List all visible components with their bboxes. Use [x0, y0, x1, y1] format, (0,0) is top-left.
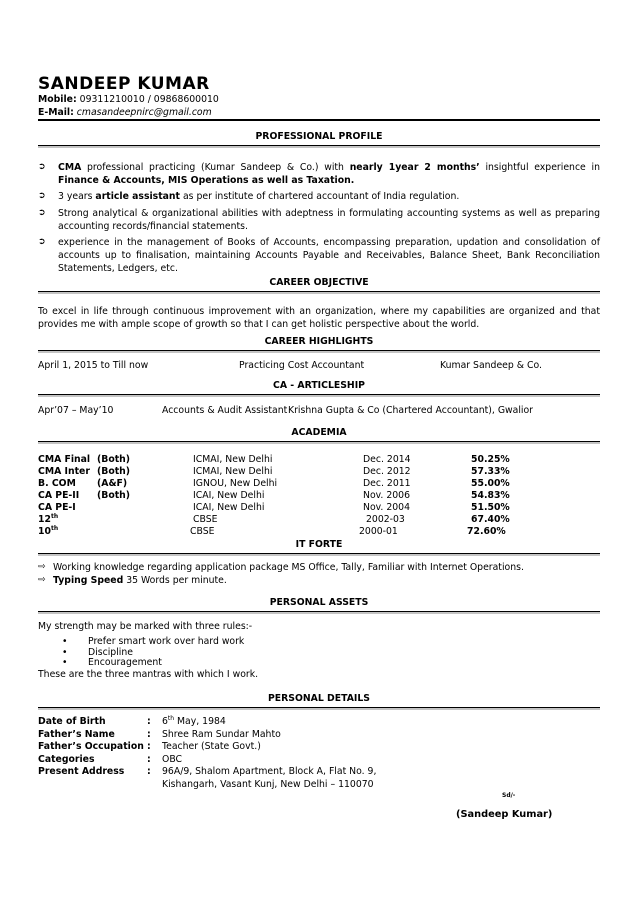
arrow-bullet-icon: ➲ — [38, 237, 46, 247]
personal-label: Father’s Name — [38, 728, 115, 740]
sd-mark: Sd/- — [502, 792, 516, 799]
bold-text: nearly 1year 2 months’ — [349, 162, 480, 173]
mobile-value: 09311210010 / 09868600010 — [79, 94, 219, 105]
personal-row — [0, 715, 638, 728]
asset-item-text: Encouragement — [88, 657, 162, 668]
academia-row — [0, 525, 638, 538]
academia-course: 10 — [38, 526, 51, 537]
personal-colon: : — [147, 741, 151, 752]
hollow-arrow-icon: ⇨ — [38, 575, 46, 585]
highlight-period: April 1, 2015 to Till now — [38, 360, 149, 371]
academia-date: Dec. 2012 — [363, 466, 411, 477]
academia-date: Dec. 2011 — [363, 478, 411, 489]
mobile-label: Mobile: — [38, 94, 77, 105]
hollow-arrow-icon: ⇨ — [38, 562, 46, 572]
academia-date: 2000-01 — [359, 526, 398, 537]
profile-item — [38, 207, 600, 233]
personal-row — [0, 740, 638, 753]
personal-value-line2: Kishangarh, Vasant Kunj, New Delhi – 110070 — [162, 779, 374, 790]
email-value: cmasandeepnirc@gmail.com — [76, 107, 212, 118]
academia-score: 67.40% — [471, 514, 510, 525]
personal-value-text: May, 1984 — [174, 716, 226, 727]
academia-board: CBSE — [190, 526, 215, 537]
ordinal-suffix: th — [50, 524, 59, 532]
personal-value — [162, 740, 261, 753]
academia-course: CMA Inter — [38, 466, 90, 477]
section-rule — [38, 611, 600, 612]
text-run: professional practicing (Kumar Sandeep & Co.) with — [81, 162, 350, 173]
arrow-bullet-icon: ➲ — [38, 208, 46, 218]
academia-date: Dec. 2014 — [363, 454, 411, 465]
academia-course: 12 — [38, 514, 51, 525]
academia-course: B. COM — [38, 478, 76, 489]
academia-board: CBSE — [193, 514, 218, 525]
academia-group: (Both) — [97, 466, 131, 477]
objective-text: To excel in life through continuous improvement with an organization, where my capabilities are organized and that provides me with ample scope of growth so that I can get holistic perspective about the world. — [38, 306, 600, 330]
academia-score: 72.60% — [467, 526, 506, 537]
section-title-personal: PERSONAL DETAILS — [267, 693, 371, 704]
bold-text: Typing Speed — [53, 575, 124, 586]
personal-colon: : — [147, 728, 151, 740]
academia-course: CMA Final — [38, 454, 91, 465]
academia-board: ICAI, New Delhi — [193, 502, 265, 513]
candidate-name: SANDEEP KUMAR — [38, 74, 210, 94]
asset-item-text: Prefer smart work over hard work — [88, 636, 245, 647]
section-title-profile: PROFESSIONAL PROFILE — [255, 131, 383, 142]
highlight-role: Practicing Cost Accountant — [239, 360, 365, 371]
articleship-role: Accounts & Audit Assistant — [162, 405, 288, 416]
profile-item-text — [58, 161, 600, 187]
personal-value — [162, 765, 376, 778]
academia-score: 54.83% — [471, 490, 510, 501]
academia-score: 55.00% — [471, 478, 510, 489]
personal-value-text: 96A/9, Shalom Apartment, Block A, Flat No. 9, — [162, 766, 377, 777]
email-label: E-Mail: — [38, 107, 74, 118]
bold-text: CMA — [58, 162, 82, 173]
academia-course-wrap — [38, 525, 58, 538]
section-rule — [38, 441, 600, 442]
signature-name: (Sandeep Kumar) — [456, 809, 553, 820]
profile-item-text — [58, 207, 600, 233]
it-item — [38, 574, 600, 587]
bullet-dot-icon: • — [62, 646, 68, 658]
ordinal-suffix: th — [50, 512, 59, 520]
personal-label: Present Address — [38, 766, 125, 777]
section-title-highlights: CAREER HIGHLIGHTS — [264, 336, 374, 347]
section-title-it-forte: IT FORTE — [295, 539, 343, 550]
arrow-bullet-icon: ➲ — [38, 162, 46, 172]
assets-outro: These are the three mantras with which I work. — [38, 669, 259, 680]
academia-group: (Both) — [97, 490, 131, 501]
profile-item — [38, 190, 600, 203]
personal-value-text: OBC — [162, 753, 183, 765]
bullet-dot-icon: • — [62, 657, 68, 668]
it-item-text — [53, 574, 600, 587]
ordinal-suffix: th — [167, 714, 175, 722]
bold-text: article assistant — [95, 191, 180, 202]
profile-item — [38, 161, 600, 187]
it-item-text — [53, 561, 600, 574]
assets-intro: My strength may be marked with three rules:- — [38, 621, 253, 632]
email-line — [38, 106, 212, 119]
mobile-line — [38, 93, 219, 106]
personal-value-text: 6 — [162, 716, 168, 727]
header-divider — [38, 119, 600, 121]
section-rule — [38, 553, 600, 554]
personal-label: Categories — [38, 753, 95, 765]
section-rule — [38, 145, 600, 146]
section-title-articleship: CA - ARTICLESHIP — [273, 380, 365, 391]
text-run: 3 years — [58, 191, 96, 202]
profile-item-text — [58, 236, 600, 275]
personal-value — [162, 715, 226, 728]
profile-item-text — [58, 190, 600, 203]
text-run: experience in the management of Books of Accounts, encompassing preparation, updation and consolidation of accounts up to finalisation, maintaining Accounts Payable and Receivables, Balance Sheet, Bank Reconciliation Statements, Ledgers, etc. — [58, 237, 600, 274]
it-item — [38, 561, 600, 574]
academia-group: (A&F) — [97, 478, 128, 489]
academia-score: 50.25% — [471, 454, 510, 465]
bullet-dot-icon: • — [62, 636, 68, 647]
section-title-academia: ACADEMIA — [291, 427, 347, 438]
academia-date: 2002-03 — [366, 514, 405, 525]
academia-date: Nov. 2006 — [363, 490, 410, 501]
academia-date: Nov. 2004 — [363, 502, 410, 513]
section-rule — [38, 291, 600, 292]
asset-item — [38, 658, 600, 669]
section-title-objective: CAREER OBJECTIVE — [269, 277, 369, 288]
personal-colon: : — [147, 766, 151, 777]
text-run: Strong analytical & organizational abilities with adeptness in formulating accounting systems as well as preparing accounting records/financial statements. — [58, 208, 600, 232]
articleship-firm: Krishna Gupta & Co (Chartered Accountant), Gwalior — [288, 405, 533, 416]
articleship-row — [38, 404, 600, 417]
text-run: 35 Words per minute. — [123, 575, 227, 586]
personal-value-text: Teacher (State Govt.) — [162, 741, 261, 752]
personal-row — [0, 765, 638, 778]
personal-row — [0, 753, 638, 766]
academia-board: ICAI, New Delhi — [193, 490, 265, 501]
personal-row — [0, 728, 638, 741]
assets-list — [38, 637, 600, 669]
profile-item — [38, 236, 600, 275]
section-title-assets: PERSONAL ASSETS — [269, 597, 369, 608]
personal-colon: : — [147, 716, 151, 727]
academia-score: 57.33% — [471, 466, 510, 477]
text-run: insightful experience in — [479, 162, 600, 173]
academia-group: (Both) — [97, 454, 131, 465]
text-run: Working knowledge regarding application package MS Office, Tally, Familiar with Internet Operations. — [53, 562, 524, 573]
personal-label: Father’s Occupation — [38, 741, 144, 752]
highlight-row — [38, 359, 600, 372]
personal-colon: : — [147, 753, 151, 765]
personal-label: Date of Birth — [38, 716, 106, 727]
academia-board: ICMAI, New Delhi — [193, 466, 273, 477]
academia-score: 51.50% — [471, 502, 510, 513]
section-rule — [38, 394, 600, 395]
bold-text: Finance & Accounts, MIS Operations as well as Taxation. — [58, 175, 355, 186]
articleship-period: Apr’07 – May’10 — [38, 405, 114, 416]
academia-course: CA PE-II — [38, 490, 80, 501]
personal-value-text: Shree Ram Sundar Mahto — [162, 728, 281, 740]
section-rule — [38, 707, 600, 708]
personal-value — [162, 728, 281, 741]
arrow-bullet-icon: ➲ — [38, 191, 46, 201]
academia-board: ICMAI, New Delhi — [193, 454, 273, 465]
text-run: as per institute of chartered accountant of India regulation. — [180, 191, 460, 202]
academia-course: CA PE-I — [38, 502, 76, 513]
highlight-firm: Kumar Sandeep & Co. — [440, 360, 542, 371]
academia-board: IGNOU, New Delhi — [193, 478, 278, 489]
personal-value — [162, 753, 182, 766]
asset-item-text: Discipline — [88, 646, 133, 658]
section-rule — [38, 350, 600, 351]
